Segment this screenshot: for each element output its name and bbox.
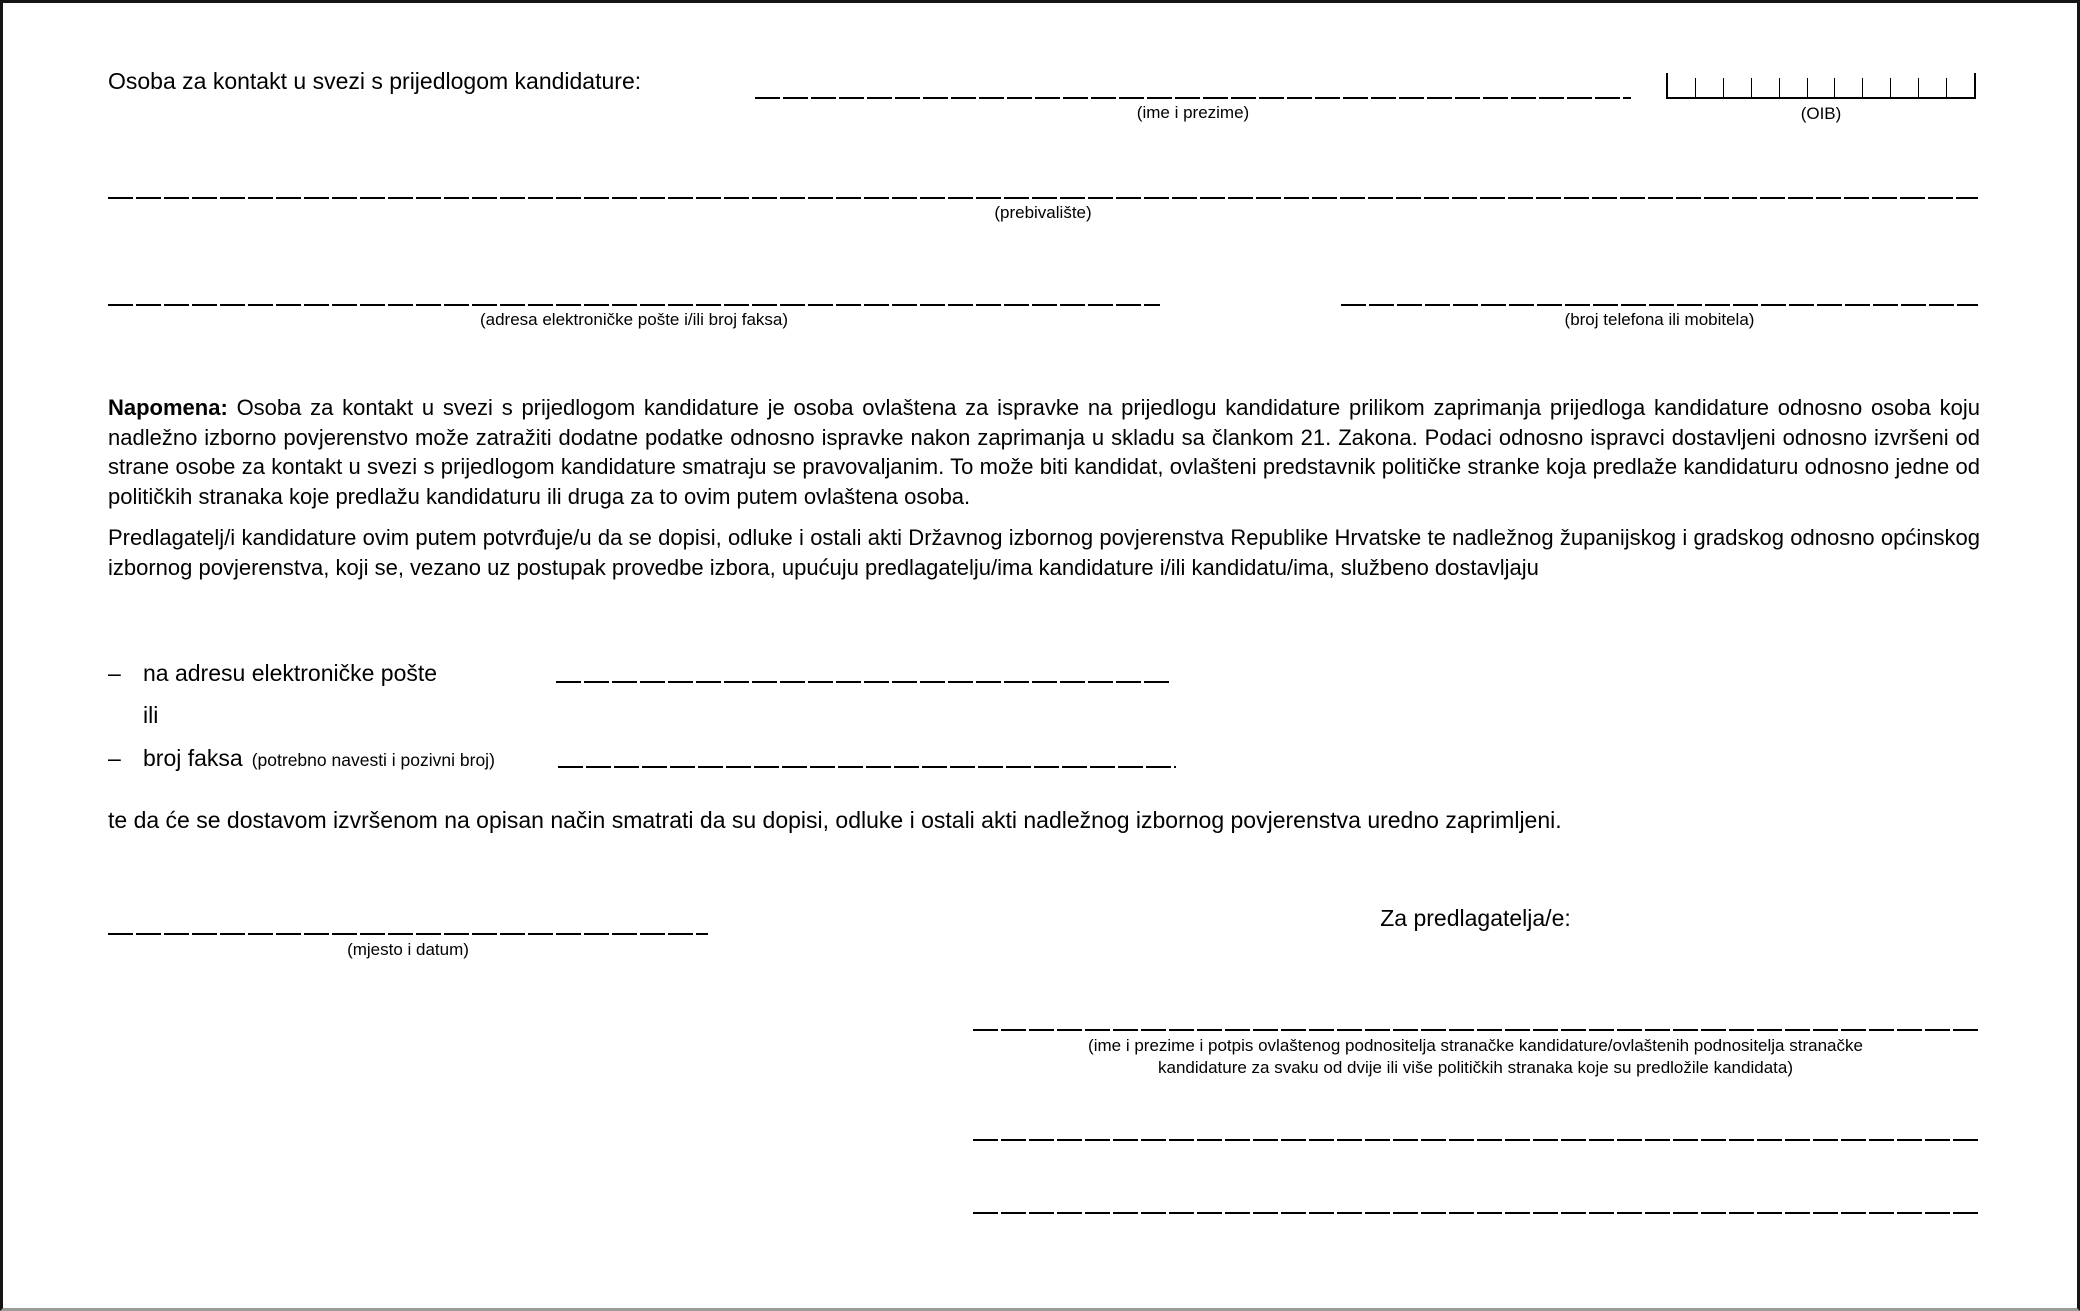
note-paragraph [108, 393, 1980, 511]
contact-name-field-line[interactable] [755, 96, 1631, 99]
contact-name-caption: (ime i prezime) [1136, 103, 1250, 122]
delivery-option-email [108, 659, 437, 688]
place-date-field-line[interactable] [108, 932, 708, 935]
phone-field-line[interactable] [1341, 303, 1978, 306]
signature-caption-line2: kandidature za svaku od dvije ili više političkih stranaka koje su predložile kandidata) [1157, 1058, 1793, 1077]
email-option-label: na adresu elektroničke pošte [143, 660, 438, 686]
fax-option-note: (potrebno navesti i pozivni broj) [251, 750, 495, 770]
email-fax-field-line[interactable] [108, 303, 1160, 306]
oib-digit-cell[interactable] [1807, 78, 1835, 97]
note-label: Napomena: [108, 395, 228, 420]
signature-field-line-2[interactable] [973, 1138, 1978, 1141]
oib-digit-cell[interactable] [1918, 78, 1946, 97]
signature-field-line-1[interactable] [973, 1028, 1978, 1031]
dash-bullet: – [108, 745, 121, 771]
oib-caption: (OIB) [1800, 104, 1842, 123]
dash-bullet: – [108, 660, 121, 686]
oib-digit-cell[interactable] [1779, 78, 1807, 97]
phone-caption: (broj telefona ili mobitela) [1564, 310, 1755, 329]
email-fax-caption: (adresa elektroničke pošte i/ili broj faksa) [479, 310, 789, 329]
confirmation-paragraph: Predlagatelj/i kandidature ovim putem potvrđuje/u da se dopisi, odluke i ostali akti Državnog izbornog povjerenstva Republike Hrvatske te nadležnog županijskog i gradskog odnosno općinskog izbornog povjerenstva, koji se, vezano uz postupak provedbe izbora, upućuju predlagatelju/ima kandidature i/ili kandidatu/ima, službeno dostavljaju [108, 525, 1980, 580]
oib-digit-cell[interactable] [1890, 78, 1918, 97]
oib-digit-cell[interactable] [1695, 78, 1723, 97]
signature-field-line-3[interactable] [973, 1211, 1978, 1214]
note-text: Osoba za kontakt u svezi s prijedlogom kandidature je osoba ovlaštena za ispravke na prijedlogu kandidature prilikom zaprimanja prijedloga kandidature odnosno osoba koju nadležno izborno povjerenstvo može zatražiti dodatne podatke odnosno ispravke nakon zaprimanja u skladu sa člankom 21. Zakona. Podaci odnosno ispravci dostavljeni odnosno izvršeni od strane osobe za kontakt u svezi s prijedlogom kandidature smatraju se pravovaljanim. To može biti kandidat, ovlašteni predstavnik političke stranke koja predlaže kandidaturu odnosno jedne od političkih stranaka koje predlažu kandidaturu ili druga za to ovim putem ovlaštena osoba. [108, 395, 1980, 509]
closing-paragraph: te da će se dostavom izvršenom na opisan način smatrati da su dopisi, odluke i ostali akti nadležnog izbornog povjerenstva uredno zaprimljeni. [108, 807, 1562, 833]
fax-number-field-line[interactable] [558, 765, 1176, 768]
oib-digit-cell[interactable] [1834, 78, 1862, 97]
fax-option-label: broj faksa [143, 745, 243, 771]
delivery-option-fax [108, 744, 495, 775]
oib-digit-cell[interactable] [1862, 78, 1890, 97]
contact-label: Osoba za kontakt u svezi s prijedlogom kandidature: [108, 68, 642, 94]
email-address-field-line[interactable] [556, 680, 1170, 683]
oib-comb-field[interactable] [1666, 73, 1976, 99]
or-label: ili [143, 702, 159, 728]
signature-caption [973, 1035, 1978, 1079]
place-date-caption: (mjesto i datum) [347, 940, 469, 959]
residence-field-line[interactable] [108, 196, 1978, 199]
oib-digit-cell[interactable] [1723, 78, 1751, 97]
oib-digit-cell[interactable] [1751, 78, 1779, 97]
signature-caption-line1: (ime i prezime i potpis ovlaštenog podnositelja stranačke kandidature/ovlaštenih podnositelja stranačke [1088, 1036, 1863, 1055]
oib-digit-cell[interactable] [1946, 78, 1974, 97]
signature-heading: Za predlagatelja/e: [1380, 905, 1571, 931]
oib-digit-cell[interactable] [1668, 78, 1695, 97]
residence-caption: (prebivalište) [994, 203, 1092, 222]
